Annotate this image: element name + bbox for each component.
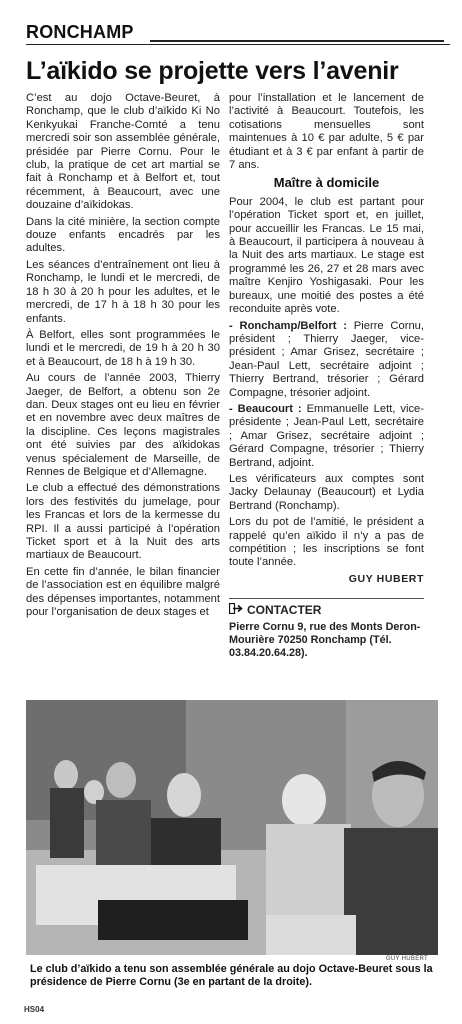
- subhead: Maître à domicile: [273, 175, 380, 191]
- section-rule: [150, 40, 444, 42]
- photo-credit: GUY HUBERT: [385, 956, 428, 962]
- bureau-ronchamp-label: - Ronchamp/Belfort :: [229, 319, 347, 332]
- bureau-beaucourt-text: Emmanuelle Lett, vice-présidente ; Jean-Paul Lett, secrétaire ; Amar Grisez, secrétaire adjoint ; Gérard Compagne, trésorier ; Thierry Bertrand, adjoint.: [229, 402, 425, 469]
- paragraph: pour l’installation et le lancement de l’activité à Beaucourt. Toutefois, les cotisations mensuelles sont maintenues à 10 € par adulte, 5 € par étudiant et à 3 € par enfant à partir de 7 ans.: [229, 92, 424, 172]
- paragraph: C’est au dojo Octave-Beuret, à Ronchamp, que le club d’aïkido Ki No Kenkyukai Franche-Comté a tenu mercredi soir son assemblée générale, présidée par Pierre Cornu. Pour le club, la pratique de cet art martial se fait à Ronchamp et à Belfort et, tout récemment, à Beaucourt, avec une douzaine d’aïkidokas.: [26, 92, 220, 212]
- headline: L’aïkido se projette vers l’avenir: [26, 57, 399, 85]
- paragraph: Lors du pot de l’amitié, le président a rappelé qu’en aïkido il n’y a pas de compétition ; les inscriptions se font toute l’année.: [229, 516, 424, 569]
- paragraph: Pour 2004, le club est partant pour l’opération Ticket sport et, en juillet, pour accueillir les Francas. Le 15 mai, à Beaucourt, il participera à nouveau à la Nuit des arts martiaux. Le stage est programmé les 26, 27 et 28 mars avec maître Kenjiro Yoshigasaki. Pour les bureaux, une moitié des postes a été reconduite après vote.: [229, 195, 424, 316]
- contact-info: Pierre Cornu 9, rue des Monts Deron-Mourière 70250 Ronchamp (Tél. 03.84.20.64.28).: [229, 620, 421, 659]
- contact-label: CONTACTER: [247, 602, 322, 617]
- signature: GUY HUBERT: [348, 572, 424, 585]
- right-column: [229, 92, 424, 660]
- left-column: [26, 92, 220, 622]
- paragraph: Le club a effectué des démonstrations lors des festivités du jumelage, pour les Francas et lors de la kermesse du RPI. Il a aussi participé à l’opération Ticket sport et à la Nuit des arts martiaux de Beaucourt.: [26, 482, 220, 562]
- contact-header: [229, 598, 424, 617]
- section-label: RONCHAMP: [26, 22, 134, 42]
- photo-caption: Le club d’aïkido a tenu son assemblée générale au dojo Octave-Beuret sous la présidence de Pierre Cornu (3e en partant de la droite).: [30, 963, 433, 988]
- paragraph: Les vérificateurs aux comptes sont Jacky Delaunay (Beaucourt) et Lydia Bertrand (Ronchamp).: [229, 472, 424, 512]
- bureau-ronchamp-text: Pierre Cornu, président ; Thierry Jaeger, vice-président ; Amar Grisez, secrétaire ; Jean-Paul Lett, secrétaire adjoint ; Thierry Bertrand, trésorier ; Gérard Compagne, trésorier adjoint.: [229, 319, 425, 399]
- bureau-beaucourt-label: - Beaucourt :: [229, 402, 302, 415]
- paragraph: Au cours de l’année 2003, Thierry Jaeger, de Belfort, a obtenu son 2e dan. Deux stages ont eu lieu en février et en novembre avec deux maîtres de la discipline. Ces leçons magistrales ont été suivies par des aïkidokas venus spécialement de Marseille, de Rennes de Belgique et d’Allemagne.: [26, 372, 220, 478]
- bureau-beaucourt: [229, 403, 424, 470]
- bureau-ronchamp: [229, 320, 424, 400]
- paragraph: Dans la cité minière, la section compte douze enfants encadrés par les adultes.: [26, 215, 220, 255]
- section-underline: [26, 44, 450, 45]
- page-footer: [24, 1005, 44, 1014]
- arrow-icon: [229, 603, 243, 617]
- group-photo: [26, 700, 438, 955]
- paragraph: Les séances d’entraînement ont lieu à Ronchamp, le lundi et le mercredi, de 18 h 30 à 20 h pour les adultes, et le mercredi, de 17 h à 18 h 30 pour les enfants.: [26, 258, 220, 325]
- paragraph: En cette fin d’année, le bilan financier de l’association est en équilibre malgré des dépenses importantes, notamment pour l’organisation de deux stages et: [26, 565, 220, 619]
- paragraph: À Belfort, elles sont programmées le lundi et le mercredi, de 19 h à 20 h 30 et à Beaucourt, de 18 h à 19 h 30.: [26, 328, 220, 368]
- page-number: HS04: [24, 1005, 45, 1014]
